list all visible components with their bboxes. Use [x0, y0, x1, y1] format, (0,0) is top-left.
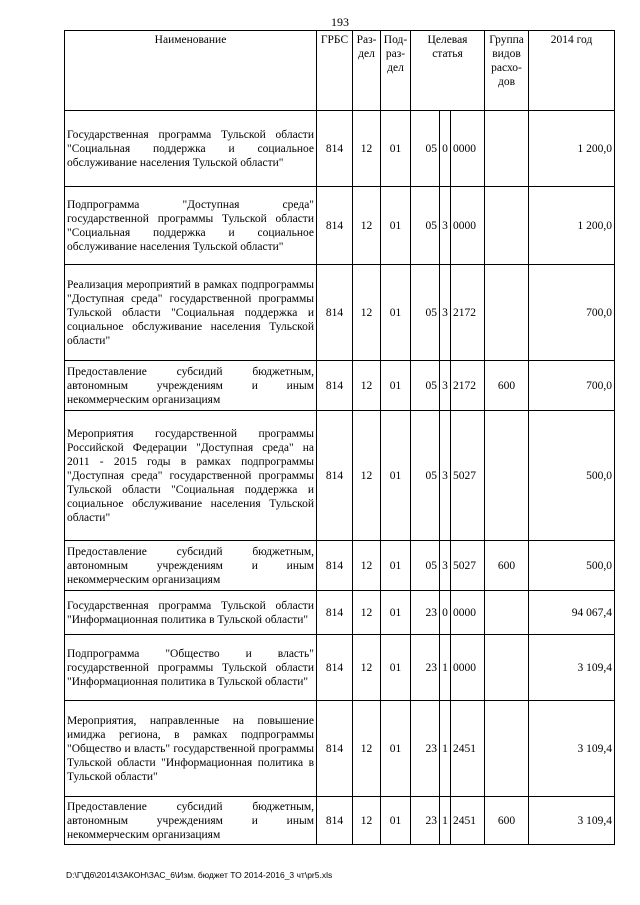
cell-razdel: 12: [353, 797, 381, 845]
cell-target-part2: 0: [440, 111, 451, 187]
cell-target-part1: 23: [411, 701, 440, 797]
cell-target-part1: 05: [411, 411, 440, 541]
cell-group: [485, 635, 529, 701]
cell-target-part2: 1: [440, 701, 451, 797]
header-group: Группа видов расхо- дов: [485, 31, 529, 111]
cell-target-part1: 23: [411, 635, 440, 701]
cell-grbs: 814: [317, 635, 353, 701]
table-row: [65, 265, 615, 361]
cell-grbs: 814: [317, 411, 353, 541]
page-number: 193: [331, 15, 349, 29]
cell-podrazdel: 01: [381, 265, 411, 361]
cell-target-part2: 3: [440, 361, 451, 411]
cell-podrazdel: 01: [381, 591, 411, 635]
cell-razdel: 12: [353, 541, 381, 591]
table-row: [65, 111, 615, 187]
cell-name: Мероприятия, направленные на повышение имиджа региона, в рамках подпрограммы "Общество и власть" государственной программы Тульской области "Информационная политика в Тульской области": [65, 701, 317, 797]
cell-amount: 94 067,4: [529, 591, 615, 635]
cell-target-part1: 05: [411, 265, 440, 361]
cell-amount: 500,0: [529, 541, 615, 591]
header-razdel: Раз- дел: [353, 31, 381, 111]
table-row: [65, 591, 615, 635]
table-row: [65, 635, 615, 701]
table-row: [65, 187, 615, 265]
header-grbs: ГРБС: [317, 31, 353, 111]
table-row: [65, 701, 615, 797]
cell-name: Государственная программа Тульской области "Социальная поддержка и социальное обслуживание населения Тульской области": [65, 111, 317, 187]
cell-group: 600: [485, 361, 529, 411]
cell-target-part3: 0000: [451, 591, 485, 635]
cell-name: Подпрограмма "Доступная среда" государственной программы Тульской области "Социальная поддержка и социальное обслуживание населения Тульской области": [65, 187, 317, 265]
cell-target-part2: 1: [440, 635, 451, 701]
cell-target-part3: 0000: [451, 111, 485, 187]
cell-amount: 500,0: [529, 411, 615, 541]
cell-target-part2: 3: [440, 265, 451, 361]
budget-table: [64, 30, 615, 845]
header-target: Целевая статья: [411, 31, 485, 111]
cell-amount: 3 109,4: [529, 797, 615, 845]
cell-amount: 700,0: [529, 265, 615, 361]
cell-podrazdel: 01: [381, 111, 411, 187]
cell-target-part2: 3: [440, 411, 451, 541]
cell-razdel: 12: [353, 591, 381, 635]
cell-podrazdel: 01: [381, 411, 411, 541]
cell-grbs: 814: [317, 701, 353, 797]
cell-target-part1: 05: [411, 361, 440, 411]
cell-target-part1: 05: [411, 111, 440, 187]
cell-target-part3: 2451: [451, 797, 485, 845]
cell-grbs: 814: [317, 187, 353, 265]
cell-podrazdel: 01: [381, 635, 411, 701]
cell-group: [485, 187, 529, 265]
cell-target-part2: 1: [440, 797, 451, 845]
cell-group: 600: [485, 541, 529, 591]
cell-razdel: 12: [353, 635, 381, 701]
cell-grbs: 814: [317, 361, 353, 411]
cell-razdel: 12: [353, 265, 381, 361]
cell-group: [485, 591, 529, 635]
header-year: 2014 год: [529, 31, 615, 111]
cell-grbs: 814: [317, 541, 353, 591]
header-row: [65, 31, 615, 111]
cell-grbs: 814: [317, 265, 353, 361]
cell-podrazdel: 01: [381, 541, 411, 591]
cell-target-part2: 0: [440, 591, 451, 635]
cell-target-part3: 2172: [451, 361, 485, 411]
cell-name: Государственная программа Тульской области "Информационная политика в Тульской области": [65, 591, 317, 635]
cell-target-part3: 5027: [451, 411, 485, 541]
cell-podrazdel: 01: [381, 701, 411, 797]
cell-name: Предоставление субсидий бюджетным, автономным учреждениям и иным некоммерческим организациям: [65, 797, 317, 845]
cell-podrazdel: 01: [381, 361, 411, 411]
cell-name: Предоставление субсидий бюджетным, автономным учреждениям и иным некоммерческим организациям: [65, 541, 317, 591]
cell-name: Подпрограмма "Общество и власть" государственной программы Тульской области "Информационная политика в Тульской области": [65, 635, 317, 701]
table-row: [65, 411, 615, 541]
cell-target-part3: 0000: [451, 635, 485, 701]
cell-target-part2: 3: [440, 541, 451, 591]
cell-razdel: 12: [353, 361, 381, 411]
cell-group: [485, 411, 529, 541]
cell-amount: 1 200,0: [529, 111, 615, 187]
cell-target-part1: 23: [411, 797, 440, 845]
cell-name: Предоставление субсидий бюджетным, автономным учреждениям и иным некоммерческим организациям: [65, 361, 317, 411]
file-path-footer: D:\Г\Д6\2014\ЗАКОН\ЗАС_6\Изм. бюджет ТО 2014-2016_3 чт\pr5.xls: [66, 870, 333, 880]
cell-target-part1: 23: [411, 591, 440, 635]
header-podrazdel: Под- раз- дел: [381, 31, 411, 111]
cell-amount: 700,0: [529, 361, 615, 411]
cell-target-part1: 05: [411, 187, 440, 265]
cell-grbs: 814: [317, 591, 353, 635]
cell-target-part3: 2451: [451, 701, 485, 797]
table-row: [65, 797, 615, 845]
cell-amount: 1 200,0: [529, 187, 615, 265]
cell-target-part3: 2172: [451, 265, 485, 361]
cell-target-part2: 3: [440, 187, 451, 265]
cell-name: Реализация мероприятий в рамках подпрограммы "Доступная среда" государственной программы Тульской области "Социальная поддержка и социальное обслуживание населения Тульской области": [65, 265, 317, 361]
cell-podrazdel: 01: [381, 187, 411, 265]
cell-grbs: 814: [317, 111, 353, 187]
cell-grbs: 814: [317, 797, 353, 845]
cell-razdel: 12: [353, 411, 381, 541]
cell-group: [485, 265, 529, 361]
cell-group: 600: [485, 797, 529, 845]
cell-razdel: 12: [353, 111, 381, 187]
cell-group: [485, 701, 529, 797]
header-name: Наименование: [65, 31, 317, 111]
table-row: [65, 361, 615, 411]
cell-amount: 3 109,4: [529, 701, 615, 797]
cell-razdel: 12: [353, 187, 381, 265]
cell-podrazdel: 01: [381, 797, 411, 845]
cell-target-part1: 05: [411, 541, 440, 591]
cell-group: [485, 111, 529, 187]
cell-target-part3: 5027: [451, 541, 485, 591]
cell-name: Мероприятия государственной программы Российской Федерации "Доступная среда" на 2011 - 2015 годы в рамках подпрограммы "Доступная среда" государственной программы Тульской области "Социальная поддержка и социальное обслуживание населения Тульской области": [65, 411, 317, 541]
cell-target-part3: 0000: [451, 187, 485, 265]
cell-amount: 3 109,4: [529, 635, 615, 701]
cell-razdel: 12: [353, 701, 381, 797]
table-row: [65, 541, 615, 591]
